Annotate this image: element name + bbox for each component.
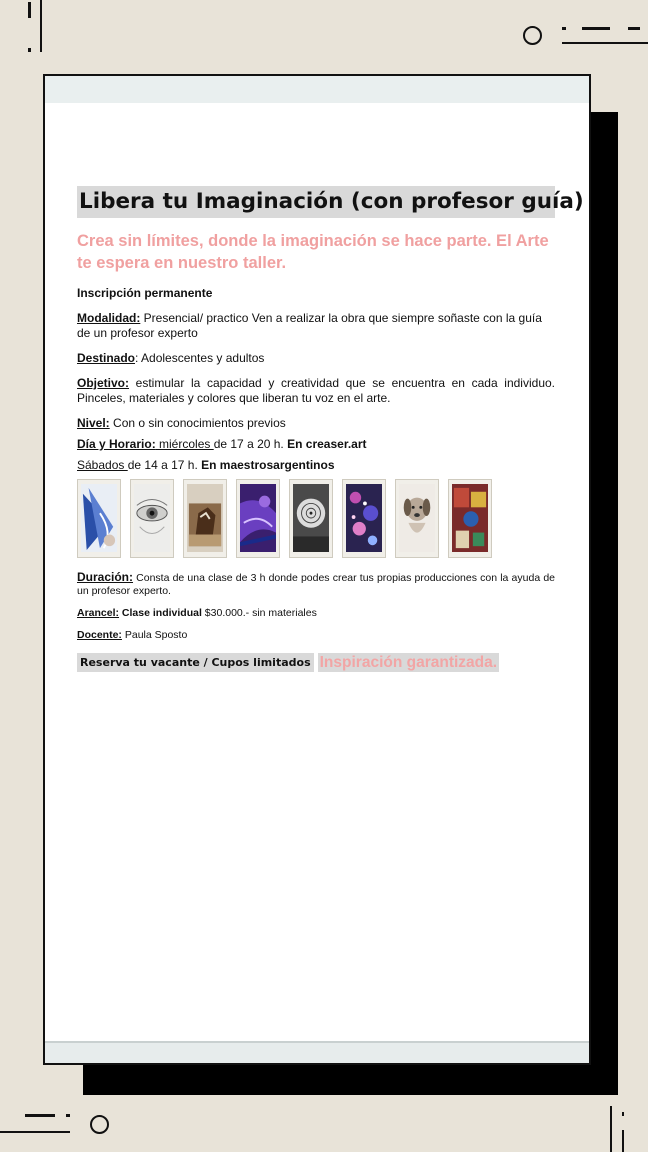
deco-dash-top-right-1: [562, 27, 566, 30]
splatter-art-icon: [342, 479, 386, 558]
mandala-art-icon: [289, 479, 333, 558]
deco-line-bottom-left-2: [25, 1114, 55, 1117]
teacher-label: Docente:: [77, 629, 122, 641]
deco-circle-top-right: [523, 26, 542, 45]
level-text: Con o sin conocimientos previos: [109, 416, 286, 430]
artwork-gallery: [77, 479, 555, 559]
deco-dash-top-right-3: [562, 42, 648, 44]
document-content: [77, 186, 584, 672]
objective-text: estimular la capacidad y creatividad que se encuentra en cada individuo. Pinceles, materiales y colores que liberan tu voz en el arte.: [77, 376, 555, 405]
dog-drawing-art-icon: [395, 479, 439, 558]
collage-art-icon: [448, 479, 492, 558]
document-title: Libera tu Imaginación (con profesor guía): [77, 186, 555, 218]
page-footer-band: [45, 1041, 589, 1063]
deco-line-top-left: [40, 0, 42, 52]
fee-price: $30.000.- sin materiales: [204, 607, 317, 619]
horse-painting-art-icon: [183, 479, 227, 558]
schedule-place: En creaser.art: [287, 437, 367, 451]
modality-text: Presencial/ practico Ven a realizar la obra que siempre soñaste con la guía de un profesor experto: [77, 311, 542, 340]
duration-paragraph: [77, 571, 555, 598]
teacher-paragraph: [77, 629, 555, 642]
audience-paragraph: [77, 351, 555, 366]
duration-label: Duración:: [77, 570, 134, 584]
fee-label: Arancel:: [77, 607, 120, 619]
teacher-name: Paula Sposto: [121, 629, 188, 641]
duration-text: Consta de una clase de 3 h donde podes crear tus propias producciones con la ayuda de un profesor experto.: [77, 572, 555, 597]
page-header-band: [45, 76, 589, 103]
deco-dot-bottom-left: [66, 1114, 70, 1117]
inspiration-text: Inspiración garantizada.: [319, 654, 498, 671]
deco-dot-top-left-2: [28, 2, 31, 18]
document-page: [43, 74, 591, 1065]
audience-label: Destinado: [77, 351, 136, 365]
deco-dot-bottom-right: [622, 1112, 624, 1116]
level-paragraph: [77, 416, 555, 431]
saturday-place: En maestrosargentinos: [201, 458, 335, 472]
saturday-time: de 14 a 17 h.: [127, 458, 202, 472]
purple-abstract-art-icon: [236, 479, 280, 558]
saturday-paragraph: [77, 458, 555, 473]
deco-line-bottom-left-1: [0, 1131, 70, 1133]
objective-label: Objetivo:: [77, 376, 130, 390]
eye-drawing-art-icon: [130, 479, 174, 558]
objective-paragraph: [77, 376, 555, 406]
fee-class: Clase individual: [119, 607, 205, 619]
modality-paragraph: [77, 311, 555, 341]
audience-text: : Adolescentes y adultos: [135, 351, 265, 365]
schedule-paragraph: [77, 437, 555, 452]
schedule-day: miércoles: [155, 437, 214, 451]
saturday-day: Sábados: [77, 458, 128, 472]
schedule-label: Día y Horario:: [77, 437, 156, 451]
level-label: Nivel:: [77, 416, 110, 430]
modality-label: Modalidad:: [77, 311, 141, 325]
deco-dot-top-left: [28, 48, 31, 52]
reserve-text: Reserva tu vacante / Cupos limitados: [77, 653, 314, 672]
fee-paragraph: [77, 607, 555, 620]
blue-fan-art-icon: [77, 479, 121, 558]
reserve-line: [77, 653, 555, 672]
deco-dash-top-right-2: [582, 27, 610, 30]
document-subtitle: Crea sin límites, donde la imaginación se hace parte. El Arte te espera en nuestro taller.: [77, 232, 549, 272]
deco-dash-top-right-4: [628, 27, 640, 30]
deco-line-bottom-right-1: [610, 1106, 612, 1152]
deco-line-bottom-right-2: [622, 1130, 624, 1152]
schedule-time: de 17 a 20 h.: [213, 437, 288, 451]
deco-circle-bottom-left: [90, 1115, 109, 1134]
enrollment-text: Inscripción permanente: [77, 286, 213, 300]
